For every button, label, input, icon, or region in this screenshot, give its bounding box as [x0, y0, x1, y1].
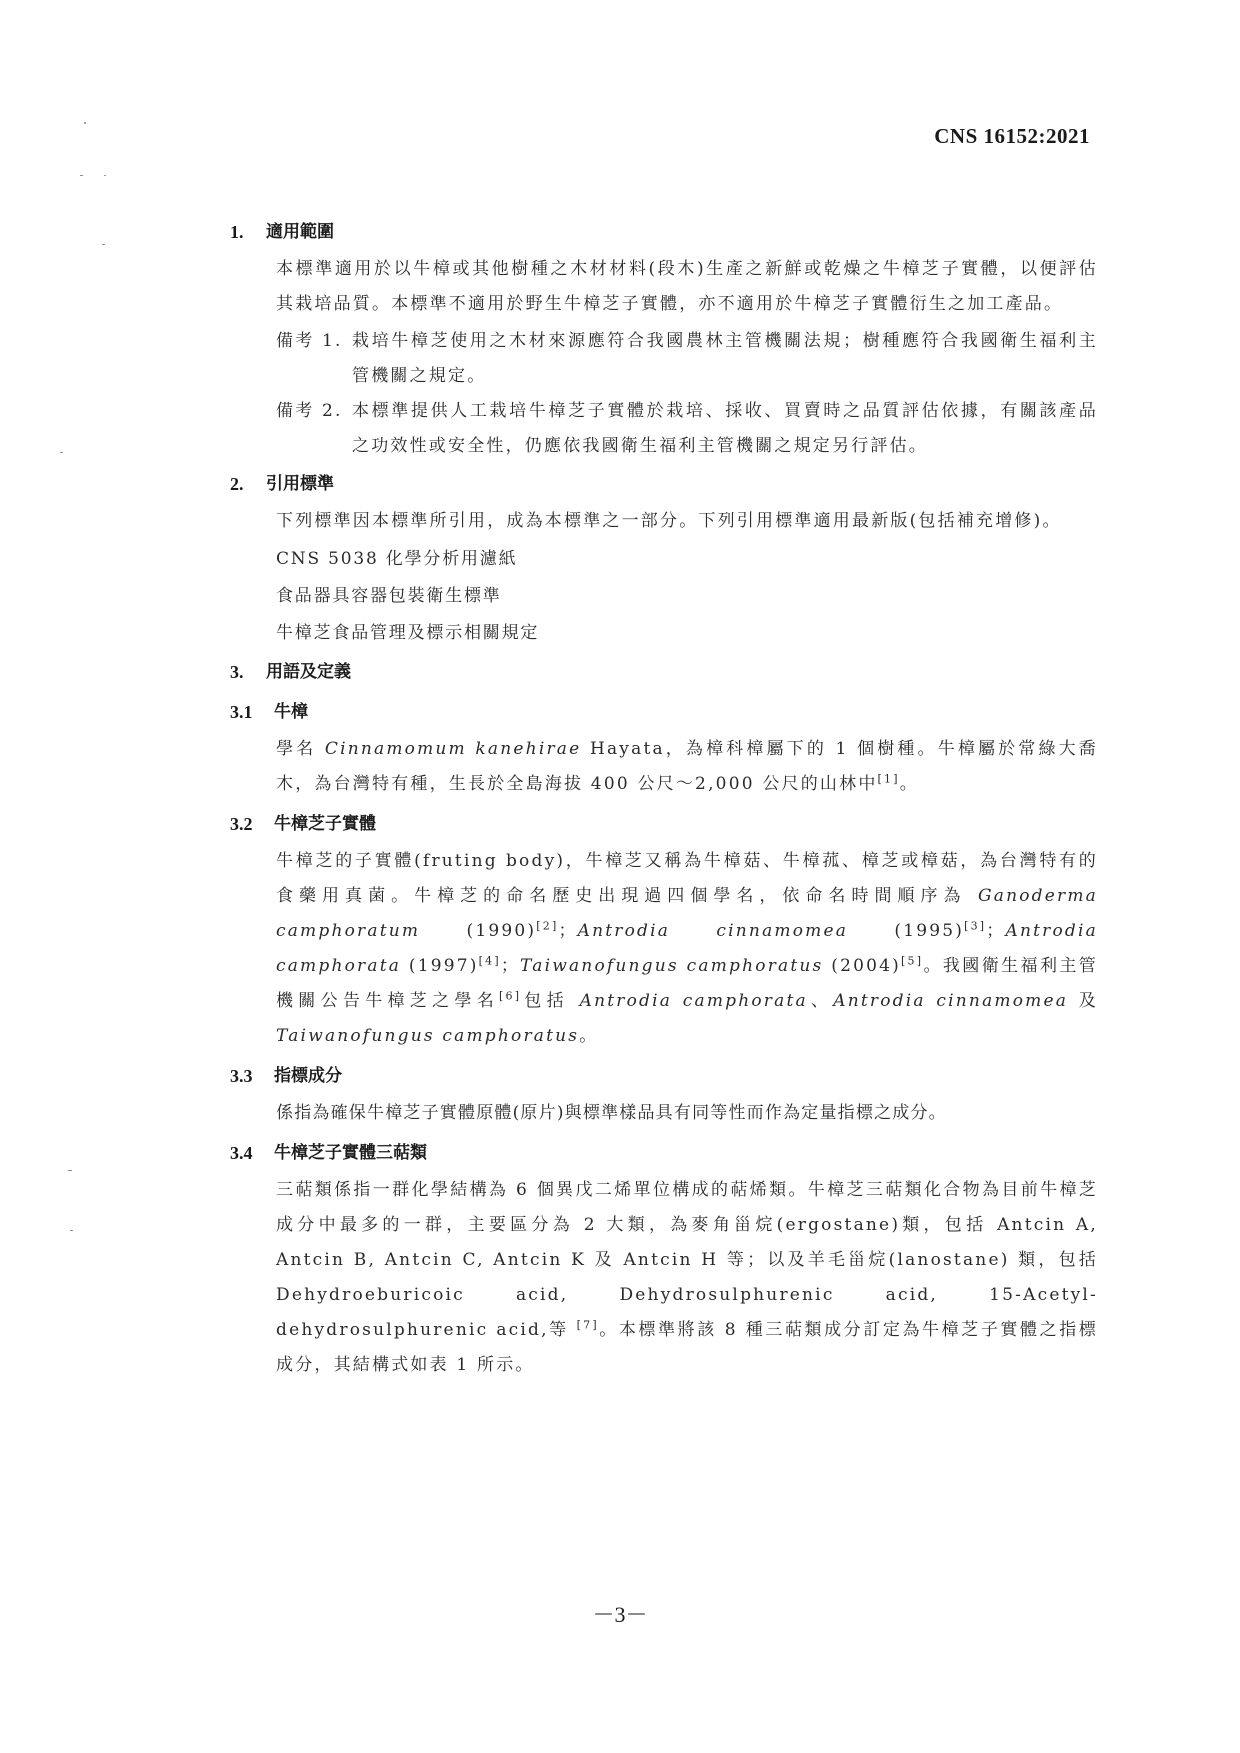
document-body [232, 212, 1098, 1385]
section-3-heading [230, 652, 1098, 692]
scientific-name: Cinnamomum kanehirae [324, 739, 582, 759]
section-2-paragraph: 下列標準因本標準所引用，成為本標準之一部分。下列引用標準適用最新版(包括補充增修)。 [276, 511, 1062, 531]
text-run: 牛樟芝的子實體(fruting body)，牛樟芝又稱為牛樟菇、牛樟菰、樟芝或樟菇，為台灣特有的食藥用真菌。牛樟芝的命名歷史出現過四個學名，依命名時間順序為 [276, 851, 1098, 906]
remark-label: 備考 2. [276, 401, 343, 421]
remark-2 [276, 394, 1098, 464]
year: (1995) [848, 921, 965, 941]
section-title: 引用標準 [266, 474, 334, 494]
separator: 、 [807, 991, 834, 1011]
text-run: 。我國衛生福利主管機關公告牛樟芝之學名 [276, 956, 1098, 1011]
scientific-name: Antrodia camphorata [579, 991, 808, 1011]
citation-ref: [5] [901, 954, 924, 968]
section-title: 適用範圍 [266, 222, 334, 242]
reference-item: 牛樟芝食品管理及標示相關規定 [276, 623, 540, 643]
year: (1997) [401, 956, 479, 976]
scan-speck [104, 175, 106, 176]
scan-speck [80, 175, 83, 176]
section-1-paragraph: 本標準適用於以牛樟或其他樹種之木材材料(段木)生產之新鮮或乾燥之牛樟芝子實體，以便評估其栽培品質。本標準不適用於野生牛樟芝子實體，亦不適用於牛樟芝子實體衍生之加工產品。 [276, 259, 1098, 314]
separator: ； [986, 921, 1006, 941]
text-run: 學名 [276, 739, 325, 759]
subsection-3-2-heading [230, 804, 1098, 844]
section-number: 1. [230, 222, 244, 242]
scientific-name: Taiwanofungus camphoratus [520, 956, 824, 976]
subsection-title: 指標成分 [274, 1066, 342, 1086]
page-number: －3－ [592, 1602, 648, 1627]
year: (1990) [420, 921, 537, 941]
remark-text: 本標準提供人工栽培牛樟芝子實體於栽培、採收、買賣時之品質評估依據，有關該產品之功效性或安全性，仍應依我國衛生福利主管機關之規定另行評估。 [352, 401, 1098, 456]
scientific-name: Antrodia cinnamomea [833, 991, 1069, 1011]
section-1-heading [230, 212, 1098, 252]
scan-speck [102, 244, 105, 245]
citation-ref: [2] [536, 919, 559, 933]
subsection-3-3-paragraph: 係指為確保牛樟芝子實體原體(原片)與標準樣品具有同等性而作為定量指標之成分。 [276, 1103, 947, 1123]
scientific-name: Antrodia cinnamomea [577, 921, 849, 941]
subsection-3-4-heading [230, 1133, 1098, 1173]
subsection-number: 3.4 [230, 1143, 253, 1163]
citation-ref: [7] [576, 1318, 599, 1332]
subsection-number: 3.3 [230, 1066, 253, 1086]
citation-ref: [4] [478, 954, 501, 968]
subsection-title: 牛樟芝子實體 [274, 814, 376, 834]
scan-speck [68, 1170, 72, 1171]
remark-label: 備考 1. [276, 331, 343, 351]
text-run: 包括 [521, 991, 580, 1011]
scientific-name: Taiwanofungus camphoratus [276, 1026, 580, 1046]
separator: ； [558, 921, 578, 941]
text-run: 三萜類係指一群化學結構為 6 個異戊二烯單位構成的萜烯類。牛樟芝三萜類化合物為目前牛樟芝成分中最多的一群，主要區分為 2 大類，為麥角甾烷(ergostane)類，包括 Antcin A, Antcin B, Antcin C, Antcin K 及 Antcin H 等；以及羊毛甾烷(lanostane) 類，包括 Dehydroeburicoic acid, Dehydrosulphurenic acid, 15-Acetyl-dehydrosulphurenic acid,等 [276, 1180, 1098, 1340]
scan-speck [84, 122, 86, 124]
section-number: 3. [230, 662, 244, 682]
subsection-3-1-paragraph [276, 732, 1098, 804]
section-number: 2. [230, 474, 244, 494]
reference-item: CNS 5038 化學分析用濾紙 [276, 549, 518, 569]
subsection-3-1-heading [230, 692, 1098, 732]
section-title: 用語及定義 [266, 662, 351, 682]
section-2-heading [230, 464, 1098, 504]
scientific-name: Ganoderma camphoratum [276, 886, 1098, 941]
text-run: Hayata，為樟科樟屬下的 1 個樹種。牛樟屬於常綠大喬木，為台灣特有種，生長於全島海拔 400 公尺～2,000 公尺的山林中 [276, 739, 1098, 794]
citation-ref: [6] [499, 989, 522, 1003]
remark-1 [276, 324, 1098, 394]
standard-code-header: CNS 16152:2021 [934, 124, 1090, 148]
subsection-title: 牛樟芝子實體三萜類 [274, 1143, 427, 1163]
subsection-3-3-heading [230, 1056, 1098, 1096]
subsection-3-2-paragraph [276, 844, 1098, 1056]
subsection-number: 3.2 [230, 814, 253, 834]
reference-item: 食品器具容器包裝衛生標準 [276, 586, 502, 606]
subsection-number: 3.1 [230, 702, 253, 722]
year: (2004) [823, 956, 902, 976]
citation-ref: [1] [877, 772, 900, 786]
separator: ； [500, 956, 521, 976]
subsection-3-4-paragraph [276, 1173, 1098, 1385]
text-run: 。 [899, 774, 919, 794]
scan-speck [60, 452, 63, 453]
text-run: 。本標準將該 8 種三萜類成分訂定為牛樟芝子實體之指標成分，其結構式如表 1 所示。 [276, 1320, 1098, 1375]
citation-ref: [3] [964, 919, 987, 933]
subsection-title: 牛樟 [274, 702, 308, 722]
remark-text: 栽培牛樟芝使用之木材來源應符合我國農林主管機關法規；樹種應符合我國衛生福利主管機關之規定。 [352, 331, 1098, 386]
text-run: 。 [579, 1026, 599, 1046]
scan-speck [70, 1230, 73, 1231]
text-run: 及 [1068, 991, 1098, 1011]
scientific-name: Antrodia camphorata [276, 921, 1098, 976]
